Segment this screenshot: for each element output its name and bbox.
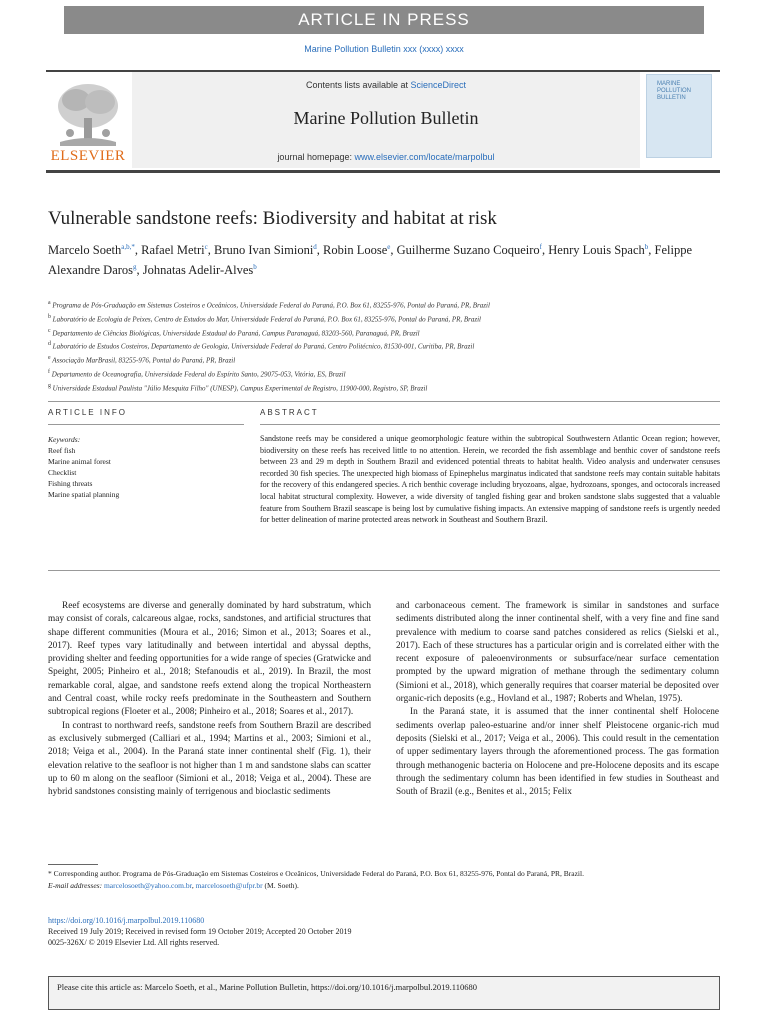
affiliation-item — [48, 339, 728, 353]
affiliation-marker: e — [48, 355, 51, 362]
affiliation-item — [48, 312, 728, 326]
body-column-right — [396, 600, 719, 799]
author-name[interactable]: Guilherme Suzano Coqueiro — [396, 243, 540, 258]
author-name[interactable]: Bruno Ivan Simioni — [213, 243, 314, 258]
affiliation-marker: f — [48, 369, 50, 376]
email-suffix: (M. Soeth). — [262, 880, 299, 890]
body-paragraph: In the Paraná state, it is assumed that the inner continental shelf Holocene sediments overlap paleo-estuarine and/or inner shelf Pleistocene organic-rich mud deposits (Sielski et al., 2017; Veiga et al., 2006). This could result in the cementation of upper sedimentary layers through the aforementioned process. The gas formation through methanogenic bacteria on Holocene and pre-Holocene deposits and its escape through the sedimentary column has been identified in few studies in Southeast and South of Brazil (e.g., Benites et al., 2015; Felix — [396, 707, 719, 798]
journal-cover-thumbnail[interactable] — [646, 74, 712, 158]
publisher-wordmark: ELSEVIER — [50, 148, 126, 164]
cover-title: MARINE POLLUTION BULLETIN — [657, 81, 692, 101]
keyword-item: Marine spatial planning — [48, 490, 120, 499]
affiliation-text: Associação MarBrasil, 83255-976, Pontal do Paraná, PR, Brazil — [50, 356, 236, 365]
author-name[interactable]: Felippe Alexandre Daros — [48, 243, 693, 278]
abstract-heading: ABSTRACT — [260, 408, 319, 417]
affiliation-marker: d — [48, 341, 51, 348]
homepage-prefix: journal homepage: — [277, 152, 355, 162]
author-affiliation-marker[interactable]: f — [539, 243, 543, 251]
sciencedirect-link[interactable]: ScienceDirect — [410, 80, 467, 90]
article-info-rule — [48, 424, 244, 425]
affiliation-marker: g — [48, 382, 51, 389]
doi-link[interactable]: https://doi.org/10.1016/j.marpolbul.2019.110680 — [48, 916, 205, 925]
journal-homepage-line — [132, 152, 640, 162]
corresponding-note: * Corresponding author. Programa de Pós-Graduação em Sistemas Costeiros e Oceânicos, Universidade Federal do Paraná, P.O. Box 61, 83255-976, Pontal do Paraná, PR, Brazil. — [48, 869, 584, 878]
author-affiliation-marker[interactable]: b — [253, 263, 257, 272]
copyright-line: 0025-326X/ © 2019 Elsevier Ltd. All rights reserved. — [48, 938, 220, 947]
keywords-label: Keywords: — [48, 435, 81, 444]
affiliation-item — [48, 326, 728, 340]
article-title: Vulnerable sandstone reefs: Biodiversity and habitat at risk — [48, 208, 497, 229]
affiliation-item — [48, 381, 728, 395]
body-paragraph: and carbonaceous cement. The framework is similar in sandstones and surface sediments distributed along the inner continental shelf, with a very fine and fine sand prevalence with medium to coarse sand patches considered as relics (Sielski et al., 2017). Each of these structures has a particular origin and is correlated either with the recent exposure of paleoenvironments or subsurface/near surface cementation prompted by the upward migration of methane through the sedimentary column (Simioni et al., 2018), which generally requires that coarser material be deposited over organic-rich deposits (e.g., Hovland et al., 1987; Roberts and Whelan, 1975). — [396, 601, 719, 705]
author-name[interactable]: Henry Louis Spach — [548, 243, 645, 258]
article-info-top-rule — [48, 401, 720, 402]
author-affiliation-marker[interactable]: g — [133, 263, 137, 272]
author-name[interactable]: Marcelo Soeth — [48, 243, 122, 258]
affiliation-text: Departamento de Ciências Biológicas, Universidade Estadual do Paraná, Campus Paranaguá, 83203-560, Paranaguá, PR, Brazil — [50, 328, 420, 337]
abstract-bottom-rule — [48, 570, 720, 571]
author-name[interactable]: Robin Loose — [323, 243, 388, 258]
article-info-heading: ARTICLE INFO — [48, 408, 127, 417]
contents-available-line — [132, 80, 640, 90]
email-separator: , — [191, 880, 196, 890]
affiliation-item — [48, 367, 728, 381]
email-link[interactable]: marcelosoeth@ufpr.br — [195, 880, 263, 890]
keyword-item: Reef fish — [48, 446, 76, 455]
affiliation-text: Laboratório de Ecologia de Peixes, Centro de Estudos do Mar, Universidade Federal do Paraná, P.O. Box 61, 83255-976, Pontal do Paraná, PR, Brazil — [50, 315, 481, 324]
affiliation-text: Laboratório de Estudos Costeiros, Departamento de Geologia, Universidade Federal do Paraná, Centro Politécnico, 81530-001, Curitiba, PR, Brazil — [50, 342, 475, 351]
author-affiliation-marker[interactable]: e — [387, 243, 391, 251]
affiliation-text: Programa de Pós-Graduação em Sistemas Costeiros e Oceânicos, Universidade Federal do Paraná, P.O. Box 61, 83255-976, Pontal do Paraná, PR, Brazil — [50, 301, 490, 310]
body-column-left — [48, 600, 371, 799]
affiliation-text: Departamento de Oceanografia, Universidade Federal do Espírito Santo, 29075-053, Vitória, ES, Brazil — [49, 370, 346, 379]
author-affiliation-marker[interactable]: b — [644, 243, 649, 251]
cite-this-article-box: Please cite this article as: Marcelo Soeth, et al., Marine Pollution Bulletin, https://doi.org/10.1016/j.marpolbul.2019.110680 — [48, 976, 720, 1010]
abstract-text: Sandstone reefs may be considered a unique geomorphologic feature within the subtropical Southwestern Atlantic Ocean region; however, biodiversity on these reefs has received little to no attention. Herein, we recorded the fish assemblage and benthic cover of sandstone reefs between 23 and 29 m depth in Southern Brazil and evidenced potential threats to habitat health. Video analysis and underwater censuses recorded 30 fish species. The unexpected high biomass of Epinephelus marginatus indicated that sandstone reefs may contain suitable habitats for the recovery of this endangered species. A rich benthic coverage including bryozoans, algae, hydrozoans, sponges, and octocorals increased local habitat structural complexity. However, a wide diversity of tangled fishing gear and broken sandstone slabs suggested that a valuable feature from Southern Brazil seascape is being lost by cumulative fishing impacts. An extensive mapping of sandstone reefs is urgently needed for better delineation of marine protected areas network in Southeast and Southern Brazil. — [260, 434, 720, 525]
affiliation-marker: b — [48, 313, 51, 320]
author-name[interactable]: Johnatas Adelir-Alves — [142, 263, 254, 278]
affiliation-marker: c — [48, 327, 51, 334]
author-affiliation-marker[interactable]: a,b,* — [121, 243, 135, 251]
email-line — [48, 880, 720, 892]
article-in-press-banner: ARTICLE IN PRESS — [64, 6, 704, 34]
author-list: Marcelo Soeth$^{a,b,*}$, Rafael Metri$^c$, Bruno Ivan Simioni$^d$, Robin Loose$^e$, Guilherme Suzano Coqueiro$^f$, Henry Louis Spach$^b$, Felippe Alexandre Daros$^g$, Johnatas Adelir-Alves$^b$ — [48, 243, 693, 278]
journal-homepage-link[interactable]: www.elsevier.com/locate/marpolbul — [354, 152, 495, 162]
email-label: E-mail addresses: — [48, 880, 104, 890]
affiliation-item — [48, 353, 728, 367]
keyword-item: Marine animal forest — [48, 457, 111, 466]
journal-citation-link[interactable]: Marine Pollution Bulletin xxx (xxxx) xxxx — [304, 44, 464, 54]
affiliation-text: Universidade Estadual Paulista "Júlio Mesquita Filho" (UNESP), Campus Experimental de Registro, 11900-000, Registro, SP, Brazil — [50, 384, 428, 393]
footnote-rule — [48, 864, 98, 865]
contents-prefix: Contents lists available at — [305, 80, 411, 90]
keyword-item: Checklist — [48, 468, 77, 477]
received-dates: Received 19 July 2019; Received in revised form 19 October 2019; Accepted 20 October 2019 — [48, 927, 352, 936]
affiliation-list — [48, 298, 728, 395]
keywords-block — [48, 434, 244, 500]
abstract-rule — [260, 424, 720, 425]
corresponding-author-footnote — [48, 868, 720, 891]
affiliation-marker: a — [48, 300, 51, 306]
journal-title[interactable]: Marine Pollution Bulletin — [293, 108, 479, 128]
body-paragraph: In contrast to northward reefs, sandstone reefs from Southern Brazil are described as exclusively submerged (Calliari et al., 1994; Martins et al., 2003; Simioni et al., 2018; Veiga et al., 2004). In the Paraná state inner continental shelf (Fig. 1), their elevation relative to the seafloor is not higher than 1 m and sandstone slabs can scatter up to 60 m along on the seafloor (Simioni et al., 2018; Veiga et al., 2004). These are hybrid sandstones consisting mainly of terrigenous and bioclastic sediments — [48, 720, 371, 798]
body-paragraph: Reef ecosystems are diverse and generally dominated by hard substratum, which may consist of corals, calcareous algae, rocks, sandstones, and artificial structures that shape different communities (Moura et al., 2016; Simon et al., 2013; Soares et al., 2017). Reef types vary latitudinally and between intertidal and abyssal depths, providing shelter and feeding opportunities for a wide range of species (Gratwicke and Speight, 2005; Pinheiro et al., 2018; Stefanoudis et al., 2019). In Brazil, the most remarkable coral, algae, and sandstone reefs extend along the tropical Northeastern and Central coast, while rocky reefs predominate in the Southeastern and Southern subtropical regions (Floeter et al., 2008; Pinheiro et al., 2018; Soares et al., 2017). — [48, 601, 371, 718]
author-affiliation-marker[interactable]: d — [313, 243, 317, 251]
affiliation-item — [48, 298, 728, 312]
article-meta — [48, 915, 720, 948]
author-affiliation-marker[interactable]: c — [204, 243, 208, 251]
email-link[interactable]: marcelosoeth@yahoo.com.br — [103, 880, 192, 890]
header-bottom-rule — [46, 170, 720, 173]
keyword-item: Fishing threats — [48, 479, 93, 488]
author-name[interactable]: Rafael Metri — [141, 243, 205, 258]
